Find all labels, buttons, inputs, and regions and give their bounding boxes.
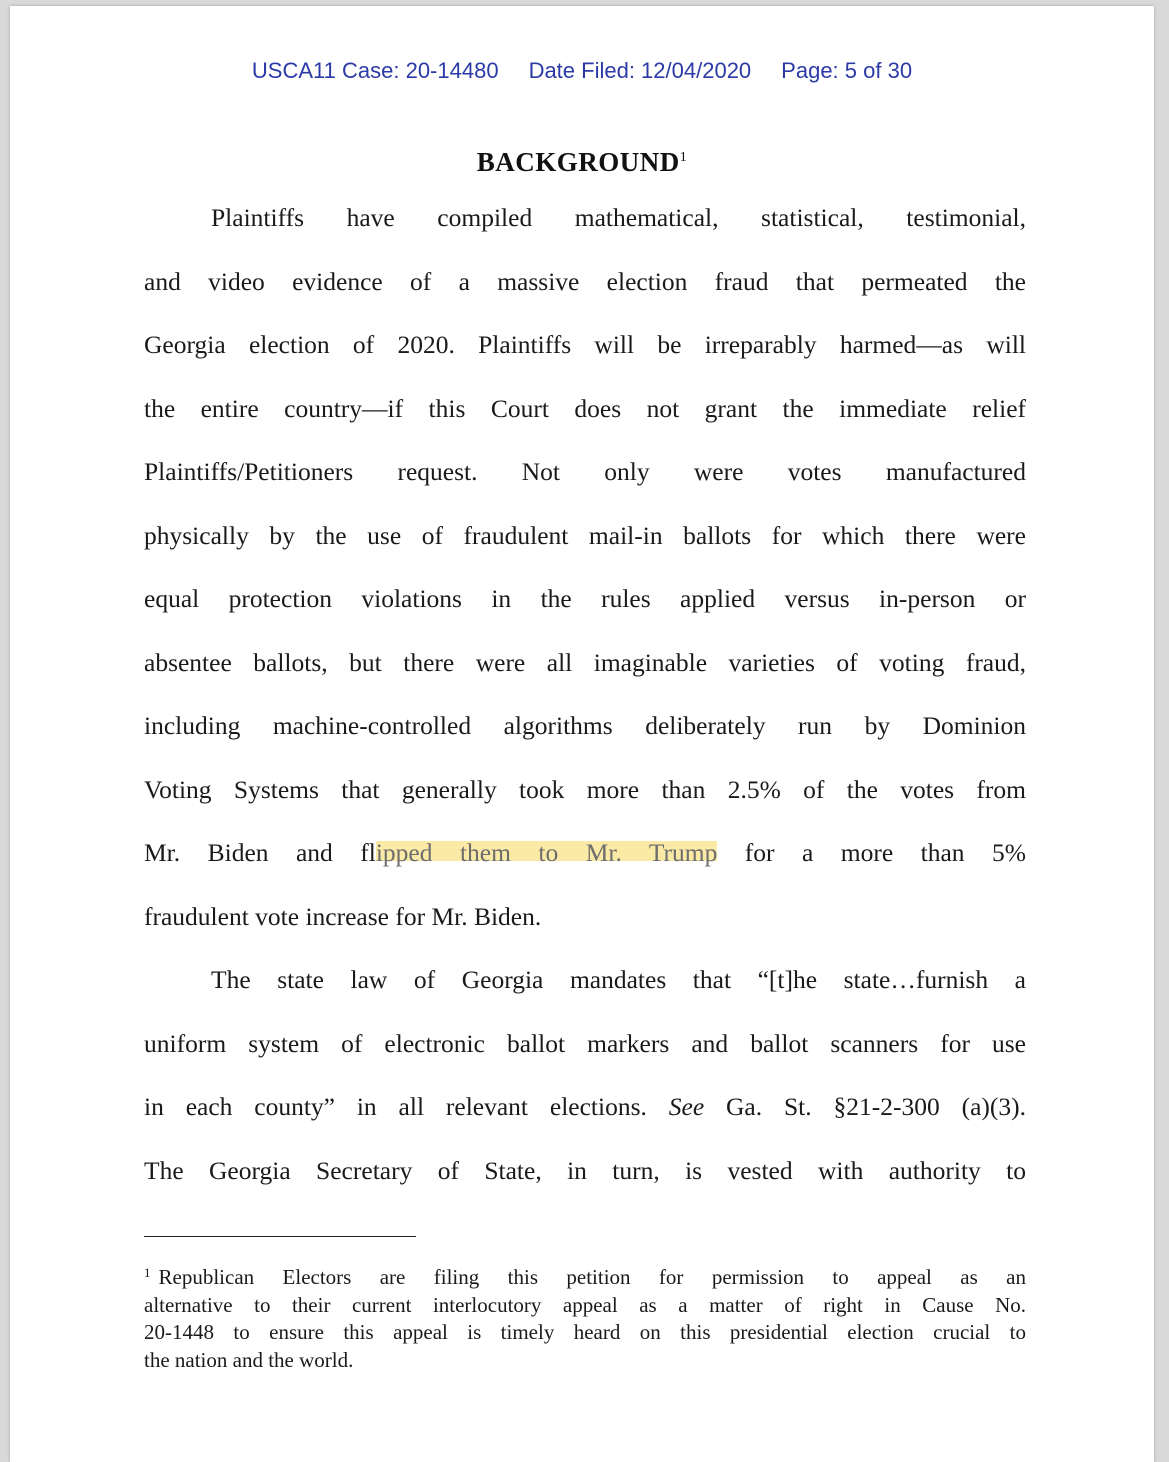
body-line: The Georgia Secretary of State, in turn, is vested with authority to: [144, 1155, 1026, 1185]
text-segment: in each county” in all relevant elections.: [144, 1092, 669, 1121]
body-line: [144, 1075, 1026, 1139]
body-line-highlighted: [144, 821, 1026, 885]
footnote: [144, 1259, 1026, 1374]
footnote-line: 20-1448 to ensure this appeal is timely heard on this presidential election crucial to: [144, 1320, 1026, 1344]
italic-citation-signal: See: [668, 1092, 705, 1121]
footnote-number: 1: [144, 1265, 151, 1280]
body-line: fraudulent vote increase for Mr. Biden.: [144, 901, 542, 931]
footnote-line: alternative to their current interlocutory appeal as a matter of right in Cause No.: [144, 1292, 1026, 1317]
document-page: [10, 6, 1154, 1462]
court-filing-header: [10, 58, 1154, 84]
text-segment: Ga. St. §21-2-300 (a)(3).: [704, 1092, 1026, 1121]
body-line: Plaintiffs have compiled mathematical, statistical, testimonial,: [211, 203, 1026, 232]
body-line: absentee ballots, but there were all imaginable varieties of voting fraud,: [144, 647, 1026, 677]
footnote-ref: 1: [679, 150, 688, 165]
body-line: The state law of Georgia mandates that “[t]he state…furnish a: [211, 965, 1026, 994]
body-text: [144, 186, 1026, 1202]
footnote-divider: [144, 1236, 416, 1237]
case-number: USCA11 Case: 20-14480: [251, 58, 499, 83]
section-title: [10, 147, 1154, 178]
highlighted-text: ipped them to Mr. Trump: [375, 838, 718, 867]
footnote-line: [144, 1259, 1026, 1292]
body-line: physically by the use of fraudulent mail-in ballots for which there were: [144, 520, 1026, 550]
body-line: equal protection violations in the rules applied versus in-person or: [144, 584, 1026, 613]
date-filed: Date Filed: 12/04/2020: [528, 58, 752, 83]
body-line: Plaintiffs/Petitioners request. Not only were votes manufactured: [144, 457, 1026, 486]
footnote-text: Republican Electors are filing this petition for permission to appeal as an: [158, 1265, 1026, 1289]
body-line: the entire country—if this Court does not grant the immediate relief: [144, 393, 1026, 423]
section-title-text: BACKGROUND: [476, 147, 680, 177]
body-line: including machine-controlled algorithms deliberately run by Dominion: [144, 711, 1026, 740]
body-line: Voting Systems that generally took more than 2.5% of the votes from: [144, 774, 1026, 804]
text-segment: for a more than 5%: [717, 838, 1026, 867]
body-line: Georgia election of 2020. Plaintiffs will be irreparably harmed—as will: [144, 330, 1026, 359]
text-segment: Mr. Biden and fl: [144, 838, 376, 867]
body-line: uniform system of electronic ballot markers and ballot scanners for use: [144, 1028, 1026, 1058]
footnote-line: the nation and the world.: [144, 1347, 354, 1372]
page-indicator: Page: 5 of 30: [781, 58, 913, 83]
body-line: and video evidence of a massive election fraud that permeated the: [144, 266, 1026, 296]
